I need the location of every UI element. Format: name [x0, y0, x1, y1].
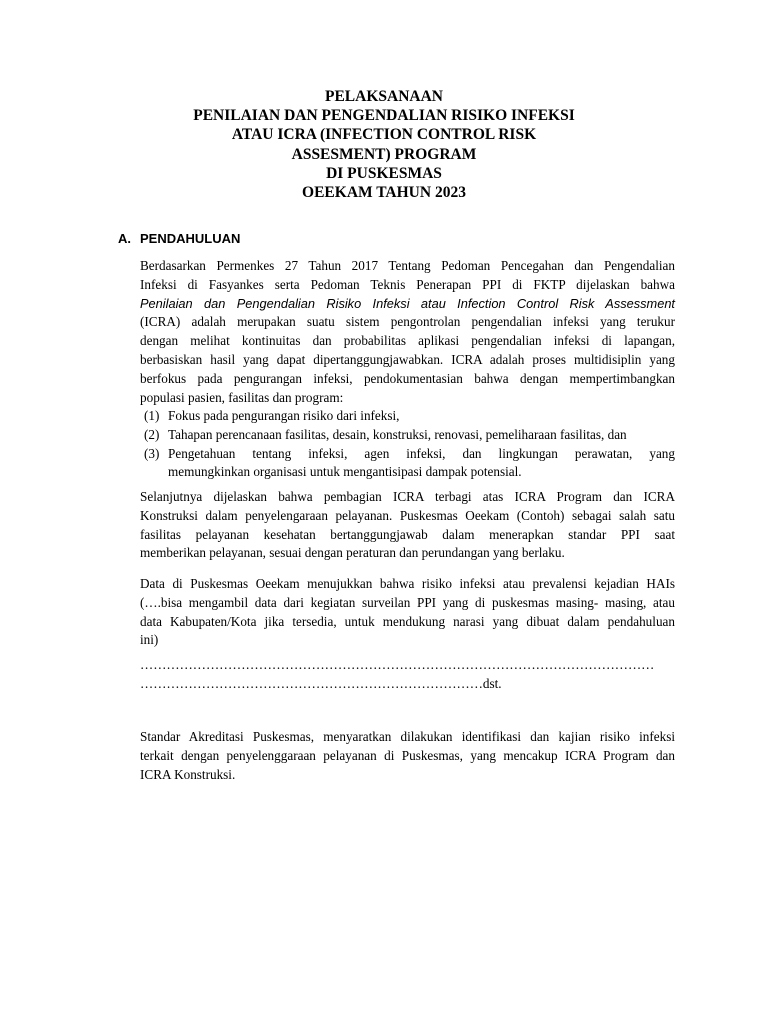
paragraph-icra-types	[140, 488, 675, 563]
paragraph-line: terkait dengan penyelenggaraan pelayanan di Puskesmas, yang mencakup ICRA Program dan	[140, 747, 675, 763]
paragraph-line: Infeksi di Fasyankes serta Pedoman Teknis Penerapan PPI di FKTP dijelaskan bahwa	[140, 276, 675, 292]
paragraph-line: ICRA Konstruksi.	[140, 766, 236, 782]
title-line: PELAKSANAAN	[325, 88, 443, 105]
paragraph-line: memberikan pelayanan, sesuai dengan peraturan dan perundangan yang berlaku.	[140, 545, 565, 561]
paragraph-line: data Kabupaten/Kota jika tersedia, untuk mendukung narasi yang dibuat dalam pendahuluan	[140, 613, 675, 629]
paragraph-line: Konstruksi dalam penyelengaraan pelayanan. Puskesmas Oeekam (Contoh) sebagai salah satu	[140, 507, 675, 523]
placeholder-dots-line: ……………………………………………………………………dst.	[140, 676, 502, 691]
list-item-text: Pengetahuan tentang infeksi, agen infeksi, dan lingkungan perawatan, yang	[168, 445, 675, 461]
numbered-list	[144, 407, 675, 482]
title-line: OEEKAM TAHUN 2023	[302, 184, 466, 202]
list-item-text: Tahapan perencanaan fasilitas, desain, konstruksi, renovasi, pemeliharaan fasilitas, dan	[168, 426, 627, 442]
list-number: (1)	[144, 408, 160, 423]
paragraph-intro	[140, 257, 675, 407]
paragraph-line: populasi pasien, fasilitas dan program:	[140, 389, 344, 405]
paragraph-line: dengan melihat kontinuitas dan probabilitas aplikasi pengendalian infeksi di lapangan,	[140, 333, 675, 349]
list-number: (2)	[144, 426, 160, 442]
paragraph-line-italic: Penilaian dan Pengendalian Risiko Infeksi atau Infection Control Risk Assessment	[140, 295, 675, 311]
paragraph-line: (ICRA) adalah merupakan suatu sistem pengontrolan pengendalian infeksi yang terukur	[140, 314, 675, 330]
list-item	[144, 426, 675, 445]
paragraph-accreditation	[140, 728, 675, 784]
paragraph-line: berfokus pada pengurangan infeksi, pendokumentasian bahwa dengan mempertimbangkan	[140, 370, 675, 386]
paragraph-line: Data di Puskesmas Oeekam menujukkan bahwa risiko infeksi atau prevalensi kejadian HAIs	[140, 576, 675, 591]
list-item	[144, 407, 675, 426]
list-number: (3)	[144, 445, 160, 461]
list-item-text: memungkinkan organisasi untuk mengantisipasi dampak potensial.	[168, 464, 522, 480]
title-line: ASSESMENT) PROGRAM	[291, 145, 477, 163]
title-line: ATAU ICRA (INFECTION CONTROL RISK	[231, 126, 537, 144]
list-item	[144, 445, 675, 483]
section-letter: A.	[118, 231, 131, 246]
paragraph-line: Berdasarkan Permenkes 27 Tahun 2017 Tentang Pedoman Pencegahan dan Pengendalian	[140, 258, 675, 273]
paragraph-data	[140, 575, 675, 650]
paragraph-line: (….bisa mengambil data dari kegiatan surveilan PPI yang di puskesmas masing- masing, atau	[140, 594, 675, 610]
paragraph-line: berbasiskan hasil yang dapat dipertanggungjawabkan. ICRA adalah proses multidisiplin yang	[140, 351, 675, 367]
section-heading-text: PENDAHULUAN	[140, 231, 241, 246]
paragraph-line: Standar Akreditasi Puskesmas, menyaratkan dilakukan identifikasi dan kajian risiko infeksi	[140, 729, 675, 744]
paragraph-line: ini)	[140, 632, 159, 648]
placeholder-dots-line: ………………………………………………………………………………………………………	[140, 657, 655, 672]
title-line: DI PUSKESMAS	[326, 164, 442, 182]
paragraph-line: Selanjutnya dijelaskan bahwa pembagian ICRA terbagi atas ICRA Program dan ICRA	[140, 489, 675, 504]
title-line: PENILAIAN DAN PENGENDALIAN RISIKO INFEKSI	[193, 107, 575, 125]
list-item-text: Fokus pada pengurangan risiko dari infeksi,	[168, 408, 400, 423]
section-heading	[118, 231, 240, 246]
paragraph-line: fasilitas pelayanan kesehatan bertanggungjawab dalam menerapkan standar PPI saat	[140, 526, 675, 542]
document-title	[150, 87, 618, 202]
